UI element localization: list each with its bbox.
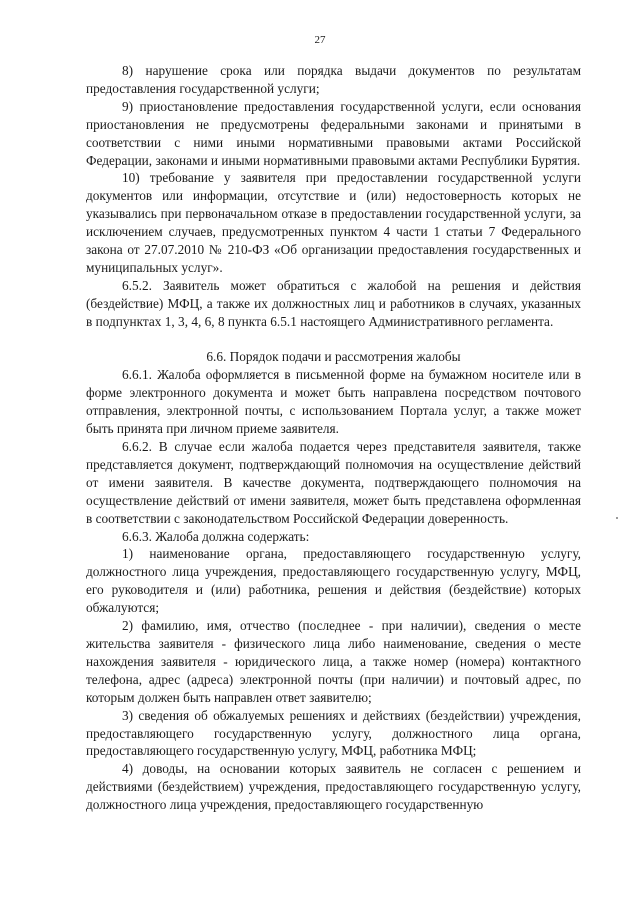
paragraph: 2) фамилию, имя, отчество (последнее - при наличии), сведения о месте жительства заявителя - физического лица либо наименование, сведения о месте нахождения заявителя - юридического лица, а также номер (номера) контактного телефона, адрес (адреса) электронной почты (при наличии) и почтовый адрес, по которым должен быть направлен ответ заявителю; [86,618,581,705]
paragraph: 6.5.2. Заявитель может обратиться с жалобой на решения и действия (бездействие) МФЦ, а также их должностных лиц и работников в случаях, указанных в подпунктах 1, 3, 4, 6, 8 пункта 6.5.1 настоящего Административного регламента. [86,277,581,329]
scan-speck [616,517,618,519]
paragraph: 9) приостановление предоставления государственной услуги, если основания приостановления не предусмотрены федеральными законами и принятыми в соответствии с ними иными нормативными правовыми актами Российской Федерации, законами и иными нормативными правовыми актами Республики Бурятия. [86,98,581,168]
page-number: 27 [314,34,326,46]
paragraph: 1) наименование органа, предоставляющего государственную услугу, должностного лица учреждения, предоставляющего государственную услугу, МФЦ, его руководителя и (или) работника, решения и действия (бездействие) которых обжалуются; [86,546,581,616]
paragraph: 6.6.3. Жалоба должна содержать: [122,528,310,544]
paragraph: 4) доводы, на основании которых заявитель не согласен с решением и действиями (бездействием) учреждения, предоставляющего государственную услугу, должностного лица учреждения, предоставляющего государственную [86,761,581,813]
paragraph: 3) сведения об обжалуемых решениях и действиях (бездействии) учреждения, предоставляющего государственную услугу, должностного лица органа, предоставляющего государственную услугу, МФЦ, работника МФЦ; [86,707,581,759]
paragraph: 6.6.1. Жалоба оформляется в письменной форме на бумажном носителе или в форме электронного документа и может быть направлена посредством почтового отправления, электронной почты, с использованием Портала услуг, а также может быть принята при личном приеме заявителя. [86,367,581,437]
paragraph: 6.6.2. В случае если жалоба подается через представителя заявителя, также представляется документ, подтверждающий полномочия на осуществление действий от имени заявителя. В качестве документа, подтверждающего полномочия на осуществление действий от имени заявителя, может быть представлена оформленная в соответствии с законодательством Российской Федерации доверенность. [86,439,581,526]
paragraph: 8) нарушение срока или порядка выдачи документов по результатам предоставления государственной услуги; [86,63,581,96]
paragraph-gap [86,331,581,349]
document-body [86,62,581,814]
paragraph: 10) требование у заявителя при предоставлении государственной услуги документов или информации, отсутствие и (или) недостоверность которых не указывались при первоначальном отказе в предоставлении государственной услуги, за исключением случаев, предусмотренных пунктом 4 части 1 статьи 7 Федерального закона от 27.07.2010 № 210-ФЗ «Об организации предоставления государственных и муниципальных услуг». [86,170,581,275]
section-heading: 6.6. Порядок подачи и рассмотрения жалобы [206,349,461,365]
